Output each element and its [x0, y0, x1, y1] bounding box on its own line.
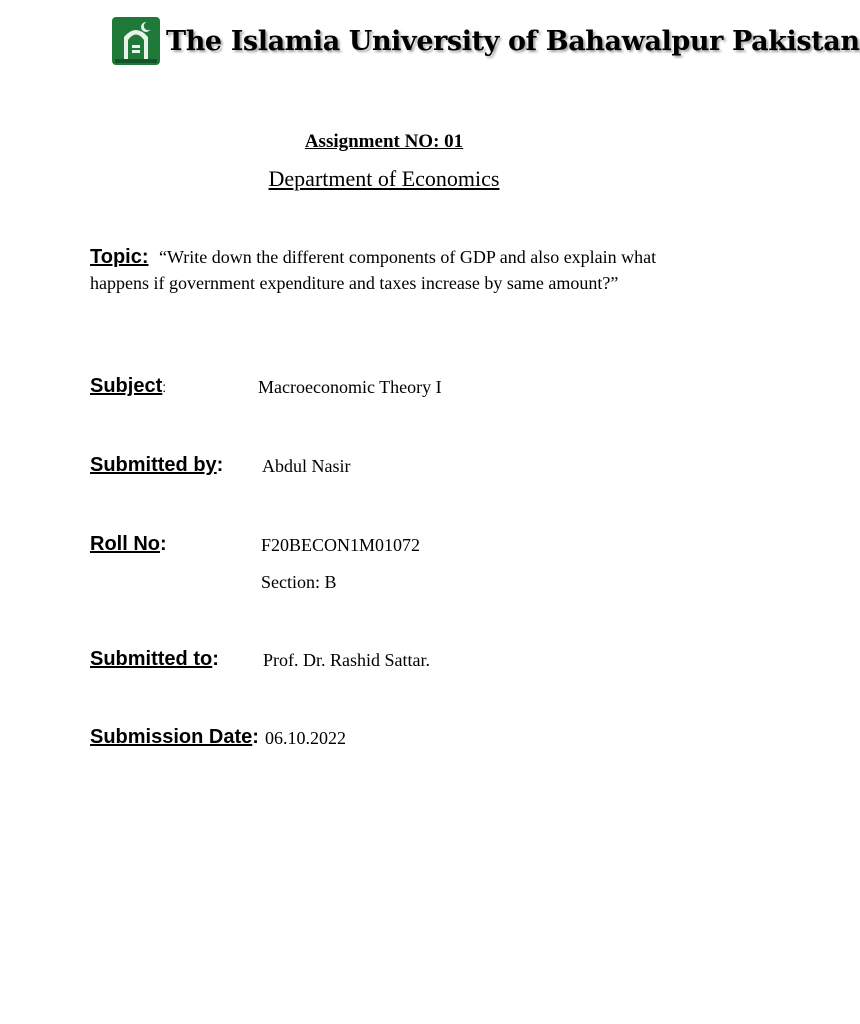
submission-date-value: 06.10.2022 [265, 728, 346, 748]
university-title: The Islamia University of Bahawalpur Pakistan [166, 26, 860, 57]
submitted-to-value: Prof. Dr. Rashid Sattar. [263, 650, 430, 670]
assignment-number: Assignment NO: 01 [304, 131, 464, 152]
subject-value: Macroeconomic Theory I [258, 377, 442, 397]
university-crest-icon [110, 15, 162, 67]
topic-label: Topic: [90, 246, 149, 268]
submitted-by-label: Submitted by: [90, 454, 224, 476]
department-name: Department of Economics [268, 166, 500, 191]
submitted-to-label: Submitted to: [90, 648, 219, 670]
subject-label: Subject: [90, 375, 167, 397]
roll-no-label: Roll No: [90, 533, 167, 555]
submitted-by-value: Abdul Nasir [262, 456, 351, 476]
roll-no-value: F20BECON1M01072 [261, 535, 421, 555]
topic-section [90, 244, 680, 296]
topic-text: “Write down the different components of GDP and also explain what happens if government expenditure and taxes increase by same amount?” [90, 247, 657, 293]
section-value: Section: B [261, 572, 337, 592]
submission-date-label: Submission Date: [90, 726, 259, 748]
